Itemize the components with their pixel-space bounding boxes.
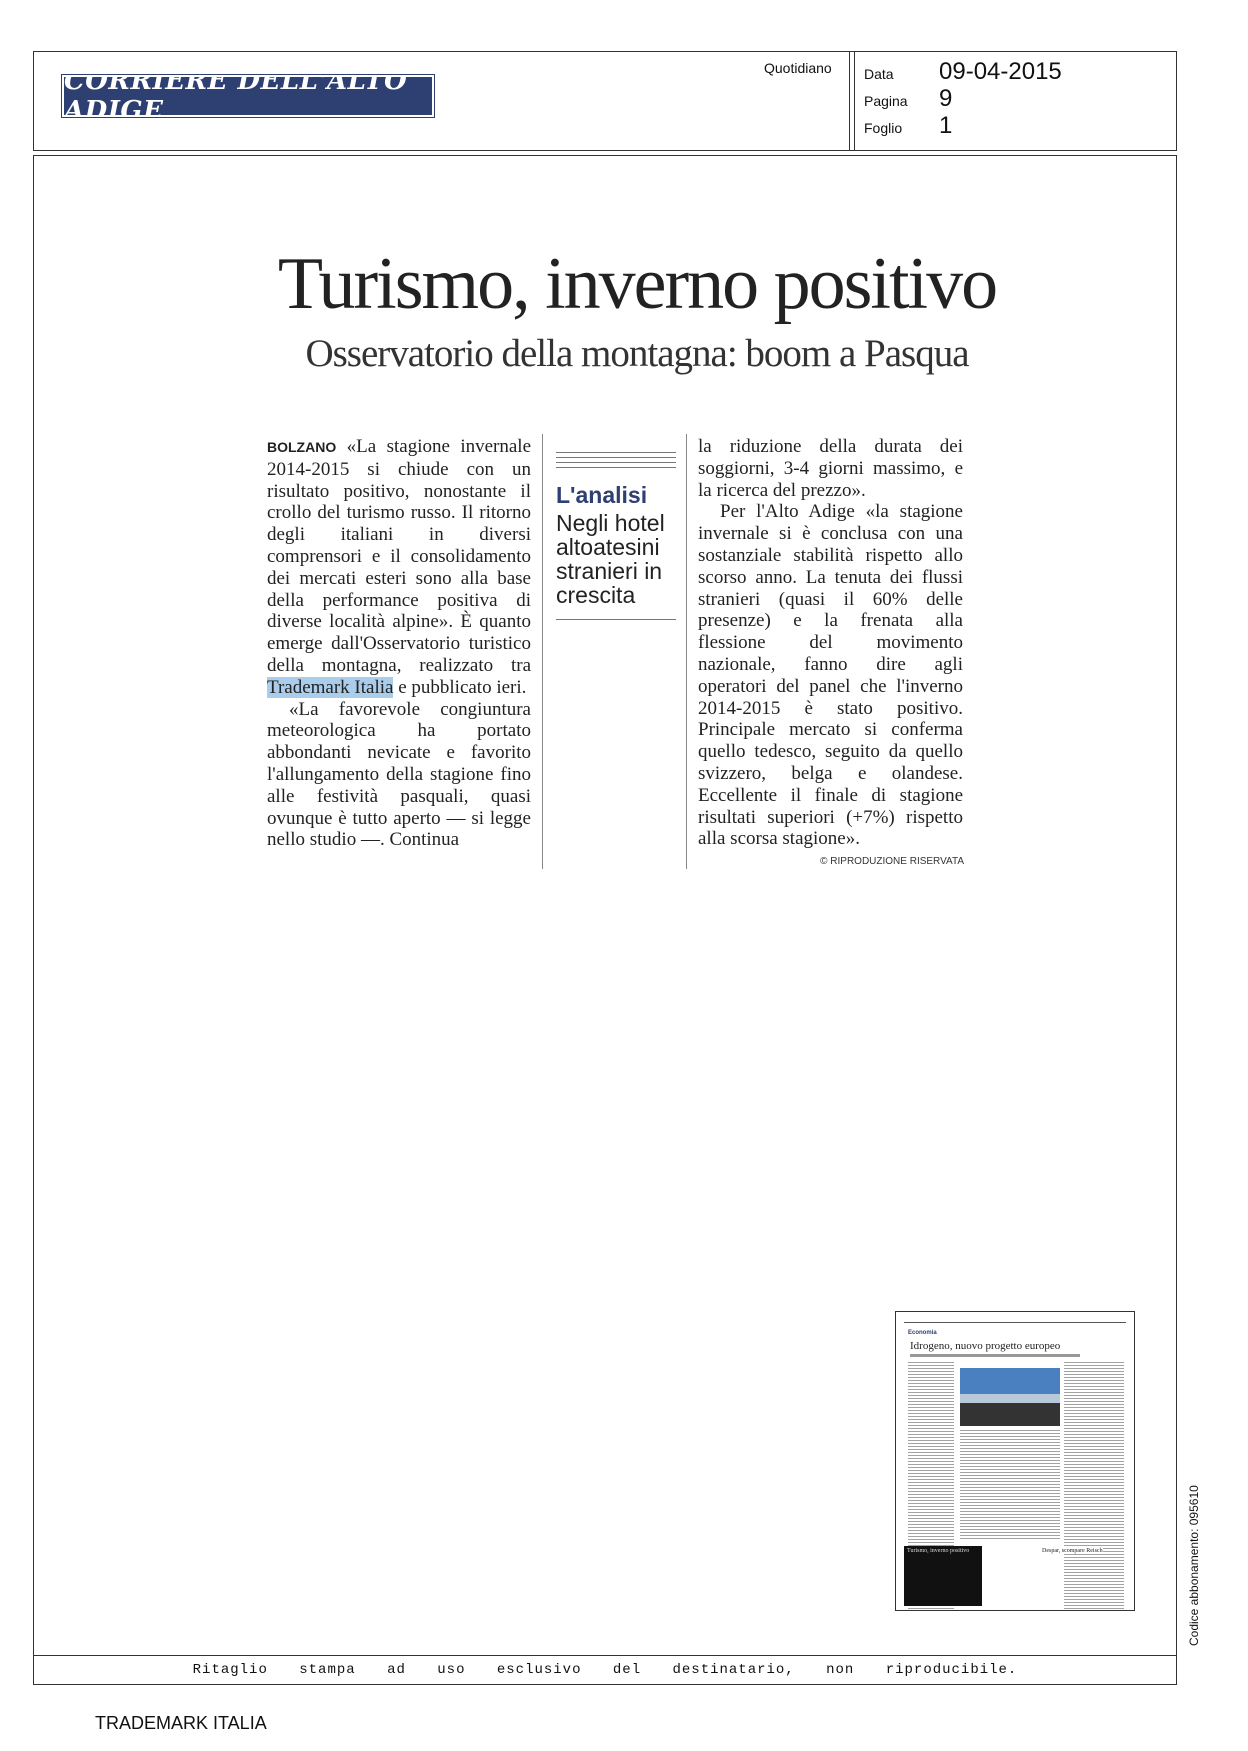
thumbnail-headline: Despar, scompare Reisch xyxy=(1042,1548,1103,1554)
clipping-notice-text: Ritaglio stampa ad uso esclusivo del destinatario, non riproducibile. xyxy=(192,1662,1018,1678)
thumbnail-article-title: Turismo, inverno positivo xyxy=(907,1548,970,1554)
thumbnail-subtitle xyxy=(910,1354,1080,1357)
paragraph-text: «La stagione invernale 2014-2015 si chiude con un risultato positivo, nonostante il crollo del turismo russo. Il ritorno degli italiani in diversi comprensori e il consolidamento dei mercati esteri sono alla base della performance positiva di diverse località alpine». È quanto emerge dall'Osservatorio turistico della montagna, realizzato tra xyxy=(267,436,532,676)
thumbnail-article-highlight xyxy=(904,1546,982,1606)
thumbnail-photo xyxy=(960,1368,1060,1426)
article-subheadline: Osservatorio della montagna: boom a Pasqua xyxy=(305,332,969,375)
thumbnail-text-column xyxy=(960,1430,1060,1540)
thumbnail-title: Idrogeno, nuovo progetto europeo xyxy=(910,1340,1061,1352)
page-thumbnail xyxy=(895,1311,1135,1611)
meta-label: Data xyxy=(864,66,894,82)
meta-data-row xyxy=(864,58,1062,86)
analysis-kicker: L'analisi xyxy=(556,482,648,508)
newspaper-masthead xyxy=(62,66,434,126)
decorative-lines xyxy=(556,452,676,468)
clipping-notice xyxy=(33,1655,1177,1685)
thumbnail-text-column xyxy=(1064,1362,1124,1611)
analysis-box xyxy=(556,452,676,620)
thumbnail-section: Economia xyxy=(908,1330,937,1336)
header-divider xyxy=(849,52,855,150)
meta-label: Pagina xyxy=(864,93,908,109)
copyright-notice: © RIPRODUZIONE RISERVATA xyxy=(820,856,964,867)
analysis-bottom-rule xyxy=(556,619,676,620)
highlighted-text: Trademark Italia xyxy=(267,676,394,698)
column-divider xyxy=(686,434,687,869)
thumbnail-rule xyxy=(904,1322,1126,1323)
dateline: BOLZANO xyxy=(267,439,337,455)
meta-value: 9 xyxy=(939,85,953,112)
subscription-code: Codice abbonamento: 095610 xyxy=(1187,1485,1201,1646)
analysis-text: Negli hotel altoatesini stranieri in crescita xyxy=(556,510,665,608)
article-paragraph: «La favorevole congiuntura meteorologica ha portato abbondanti nevicate e favorito l'allungamento della stagione fino alle festività pasquali, quasi ovunque è tutto aperto — si legge nello studio —. Continua xyxy=(267,698,531,851)
footer-client: TRADEMARK ITALIA xyxy=(95,1713,267,1733)
paragraph-text: e pubblicato ieri. xyxy=(398,676,527,698)
meta-pagina-row xyxy=(864,85,952,113)
clipping-frame xyxy=(33,155,1201,1685)
document-header xyxy=(33,51,1177,151)
article-paragraph xyxy=(267,436,531,699)
meta-foglio-row xyxy=(864,112,952,140)
meta-value: 1 xyxy=(939,112,953,139)
meta-label: Foglio xyxy=(864,120,903,136)
masthead-title: CORRIERE DELL'ALTO ADIGE xyxy=(64,66,408,126)
article-headline: Turismo, inverno positivo xyxy=(277,243,997,325)
article-paragraph: Per l'Alto Adige «la stagione invernale si è conclusa con una sostanziale stabilità rispetto allo scorso anno. La tenuta dei flussi stranieri (quasi il 60% delle presenze) e la frenata alla flessione del movimento nazionale, fanno dire agli operatori del panel che l'inverno 2014-2015 è stato positivo. Principale mercato si conferma quello tedesco, seguito da quello svizzero, belga e olandese. Eccellente il finale di stagione risultati superiori (+7%) rispetto alla scorsa stagione». xyxy=(698,501,963,850)
publication-type: Quotidiano xyxy=(764,60,832,76)
meta-value: 09-04-2015 xyxy=(939,58,1062,85)
article-paragraph: la riduzione della durata dei soggiorni, 3-4 giorni massimo, e la ricerca del prezzo». xyxy=(698,436,963,501)
article-column-3 xyxy=(698,436,963,850)
column-divider xyxy=(542,434,543,869)
article-column-1 xyxy=(267,436,531,851)
